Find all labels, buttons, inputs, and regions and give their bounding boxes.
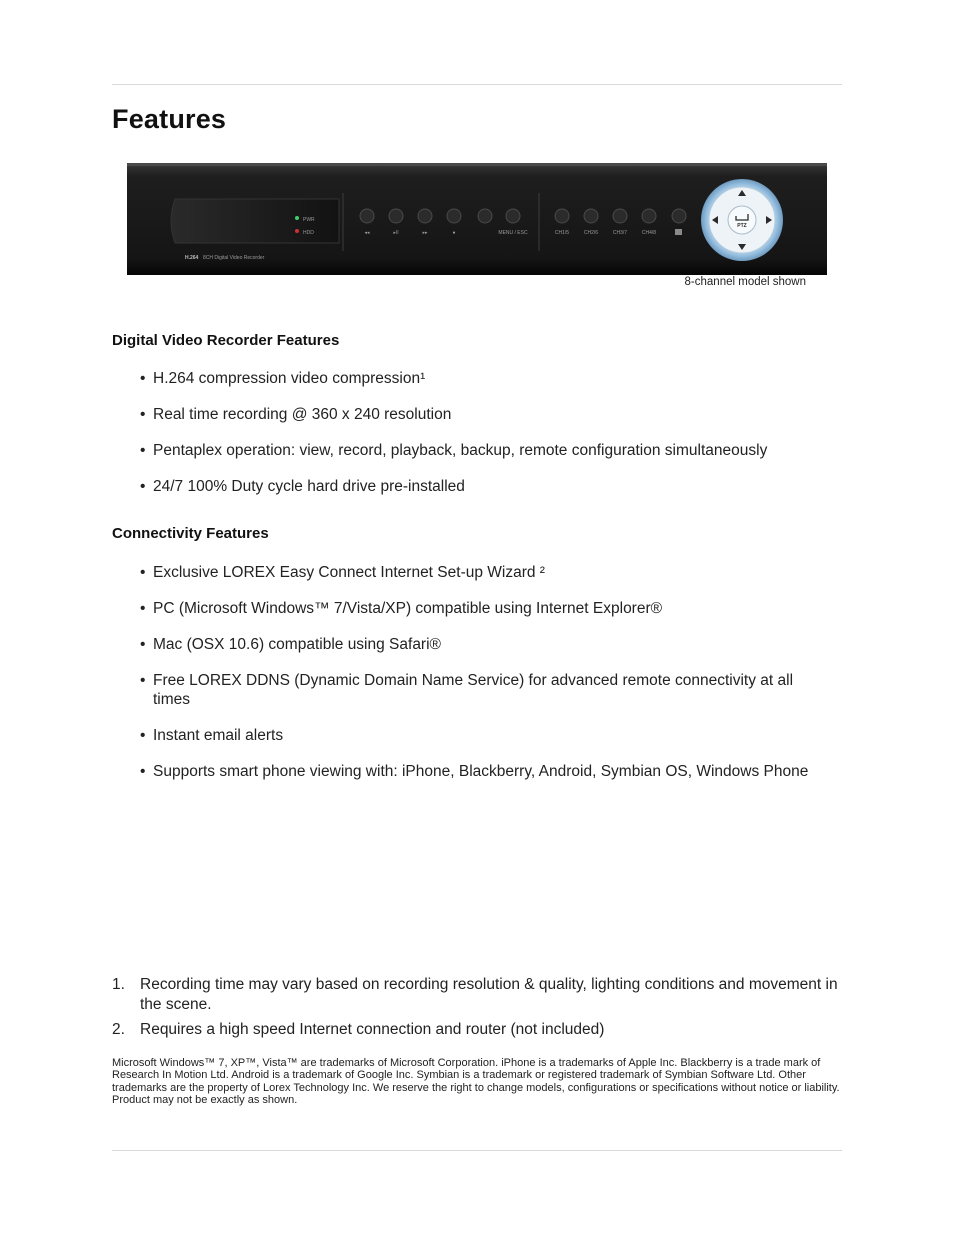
hdd-led-icon (295, 229, 299, 233)
list-item: • Instant email alerts (140, 726, 840, 745)
ch4-button[interactable] (642, 209, 656, 223)
rewind-button[interactable] (360, 209, 374, 223)
list-item: • Exclusive LOREX Easy Connect Internet Set-up Wizard ² (140, 563, 840, 582)
list-item: • Pentaplex operation: view, record, playback, backup, remote configuration simultaneously (140, 441, 840, 460)
legal-disclaimer: Microsoft Windows™ 7, XP™, Vista™ are trademarks of Microsoft Corporation. iPhone is a trademarks of Apple Inc. Blackberry is a trade mark of Research In Motion Ltd. Android is a trademark of Google Inc. Symbian is a trademark or registered trademark of Symbian Software Ltd. Other trademarks are the property of Lorex Technology Inc. We reserve the right to change models, configurations or specifications without notice or liability. Product may not be exactly as shown. (112, 1057, 840, 1107)
fast-forward-label: ▸▸ (422, 230, 428, 236)
play-pause-button[interactable] (389, 209, 403, 223)
footnote-number: 1. (112, 976, 125, 993)
model-label-h264: H.264 (185, 255, 199, 261)
menu-button[interactable] (478, 209, 492, 223)
ch4-label: CH4/8 (641, 230, 657, 236)
list-item: • Free LOREX DDNS (Dynamic Domain Name Service) for advanced remote connectivity at all times (140, 671, 813, 709)
dvr-product-image (127, 163, 827, 275)
list-item: • H.264 compression video compression¹ (140, 369, 840, 388)
rewind-label: ◂◂ (364, 230, 370, 236)
footnote-number: 2. (112, 1021, 125, 1038)
footnote-1 (112, 975, 842, 1015)
list-item: • 24/7 100% Duty cycle hard drive pre-installed (140, 477, 840, 496)
list-item: • Supports smart phone viewing with: iPhone, Blackberry, Android, Symbian OS, Windows Phone (140, 762, 843, 781)
model-label-name: 8CH Digital Video Recorder (203, 255, 265, 261)
fast-forward-button[interactable] (418, 209, 432, 223)
record-button[interactable] (447, 209, 461, 223)
footnote-text: Requires a high speed Internet connection and router (not included) (140, 1021, 605, 1038)
footnote-2 (112, 1020, 842, 1040)
section-heading-dvr: Digital Video Recorder Features (112, 332, 340, 349)
grid-view-icon (675, 229, 682, 235)
footnotes (112, 975, 842, 1040)
record-label: ● (452, 230, 456, 236)
dpad-label: PTZ (737, 223, 747, 229)
play-pause-label: ▸II (393, 230, 399, 236)
ch2-button[interactable] (584, 209, 598, 223)
dvr-features-list (140, 369, 840, 496)
list-item: • Mac (OSX 10.6) compatible using Safari® (140, 635, 840, 654)
ch1-label: CH1/5 (554, 230, 570, 236)
bottom-divider (112, 1150, 842, 1151)
ch1-button[interactable] (555, 209, 569, 223)
ch3-label: CH3/7 (612, 230, 628, 236)
power-led-icon (295, 216, 299, 220)
top-divider (112, 84, 842, 85)
indicator-power-label: PWR (303, 217, 315, 223)
page-title: Features (112, 104, 227, 134)
multi-view-button[interactable] (672, 209, 686, 223)
section-heading-connectivity: Connectivity Features (112, 525, 269, 542)
indicator-hdd-label: HDD (303, 230, 314, 236)
menu-esc-label: MENU / ESC (498, 230, 528, 236)
image-caption: 8-channel model shown (684, 276, 806, 288)
connectivity-features-list (140, 563, 840, 781)
ch2-label: CH2/6 (583, 230, 599, 236)
footnote-text: Recording time may vary based on recording resolution & quality, lighting conditions and movement in the scene. (140, 976, 838, 1013)
ch3-button[interactable] (613, 209, 627, 223)
list-item: • Real time recording @ 360 x 240 resolution (140, 405, 840, 424)
list-item: • PC (Microsoft Windows™ 7/Vista/XP) compatible using Internet Explorer® (140, 599, 840, 618)
esc-button[interactable] (506, 209, 520, 223)
